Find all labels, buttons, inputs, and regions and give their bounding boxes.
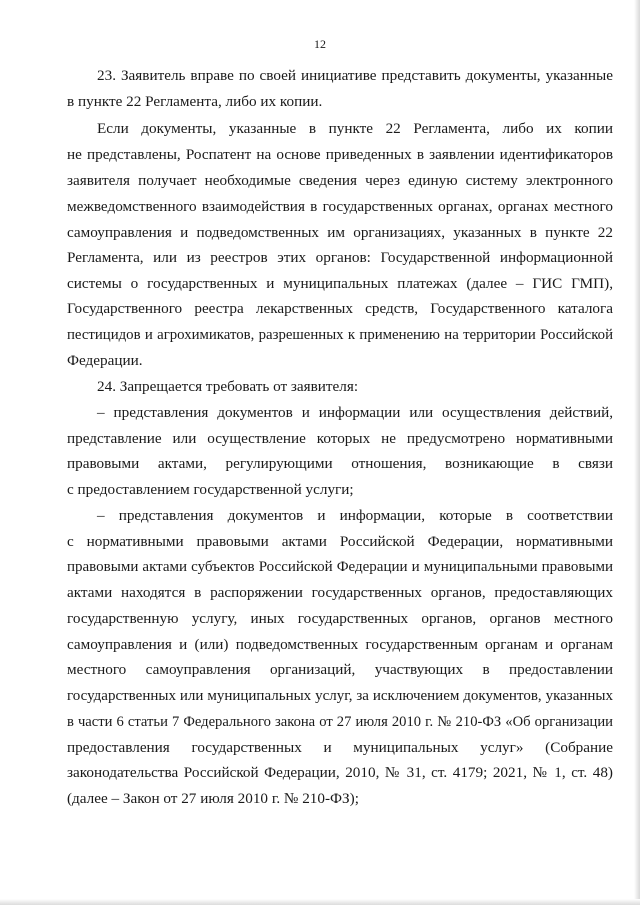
- text-line: государственную услугу, иных государственных органов, органов местного: [67, 610, 613, 627]
- text-line: законодательства Российской Федерации, 2010, № 31, ст. 4179; 2021, № 1, ст. 48): [67, 764, 613, 781]
- text-line: представление или осуществление которых не предусмотрено нормативными: [67, 430, 613, 447]
- text-line: Если документы, указанные в пункте 22 Регламента, либо их копии: [97, 120, 613, 137]
- text-line: с нормативными правовыми актами Российской Федерации, нормативными: [67, 533, 613, 550]
- text-line: самоуправления и подведомственных им организациях, указанных в пункте 22: [67, 224, 613, 241]
- text-line: системы о государственных и муниципальных платежах (далее – ГИС ГМП),: [67, 275, 613, 292]
- text-line: в пункте 22 Регламента, либо их копии.: [67, 93, 323, 110]
- text-line: 24. Запрещается требовать от заявителя:: [97, 378, 359, 395]
- text-line: заявителя получает необходимые сведения через единую систему электронного: [67, 172, 613, 189]
- text-line: самоуправления и (или) подведомственных государственным органам и органам: [67, 636, 613, 653]
- page-number: 12: [314, 37, 326, 51]
- text-line: – представления документов и информации или осуществления действий,: [97, 404, 613, 421]
- text-line: 23. Заявитель вправе по своей инициативе представить документы, указанные: [97, 67, 613, 84]
- text-line: государственных или муниципальных услуг, за исключением документов, указанных: [67, 688, 613, 704]
- text-line: с предоставлением государственной услуги;: [67, 481, 354, 498]
- text-line: правовыми актами субъектов Российской Федерации и муниципальными правовыми: [67, 559, 613, 575]
- text-line: актами находятся в распоряжении государственных органов, предоставляющих: [67, 584, 613, 601]
- text-line: не представлены, Роспатент на основе приведенных в заявлении идентификаторов: [67, 146, 613, 163]
- text-line: Регламента, или из реестров этих органов: Государственной информационной: [67, 249, 613, 266]
- text-line: межведомственного взаимодействия в государственных органах, органах местного: [67, 198, 613, 215]
- scan-edge: [0, 899, 640, 905]
- scan-edge: [634, 0, 640, 905]
- text-line: местного самоуправления организаций, участвующих в предоставлении: [67, 661, 613, 678]
- text-line: правовыми актами, регулирующими отношения, возникающие в связи: [67, 455, 613, 472]
- text-line: Государственного реестра лекарственных средств, Государственного каталога: [67, 300, 613, 317]
- text-line: Федерации.: [67, 352, 143, 369]
- text-line: пестицидов и агрохимикатов, разрешенных к применению на территории Российской: [67, 327, 613, 343]
- text-line: предоставления государственных и муниципальных услуг» (Собрание: [67, 739, 613, 756]
- text-line: (далее – Закон от 27 июля 2010 г. № 210-ФЗ);: [67, 790, 359, 807]
- text-line: – представления документов и информации, которые в соответствии: [97, 507, 613, 524]
- text-line: в части 6 статьи 7 Федерального закона от 27 июля 2010 г. № 210-ФЗ «Об организации: [67, 714, 613, 730]
